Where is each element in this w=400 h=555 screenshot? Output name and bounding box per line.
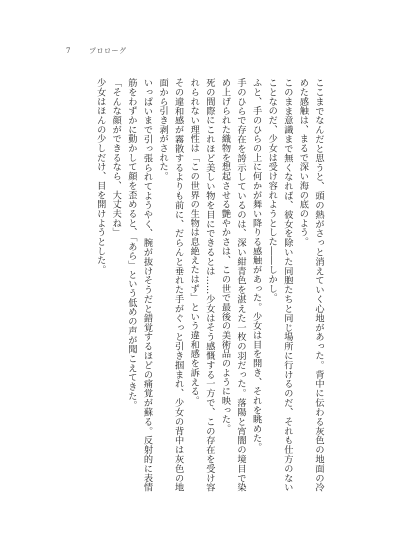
paragraph: ふと、手のひらの上に何かが舞い降りる感触があった。少女は目を開き、それを眺めた。	[250, 78, 262, 452]
paragraph: いっぱいまで引っ張られてようやく、腕が抜けそうだと錯覚するほどの痛覚が蘇る。反射的に表情筋をわずかに動かして顔を歪めると、「あら」という低めの声が聞こえてきた。	[125, 78, 153, 492]
vertical-body-text	[92, 78, 326, 492]
paragraph: 死の間際にこれほど美しい物を目にできるとは……少女はそう感慨する一方で、この存在を受け容れられない理性は「この世界の生物は息絶えたはず」という違和感を訴える。	[188, 78, 215, 492]
paragraph: 少女はほんの少しだけ、目を開けようとした。	[94, 78, 106, 275]
page-number: 7	[66, 47, 71, 55]
running-header	[66, 44, 126, 58]
chapter-title: プロローグ	[88, 47, 127, 55]
paragraph: 手のひらで存在を誇示しているのは、深い紺青色を湛えた一枚の羽だった。落陽と宵闇の境目で染め上げられた織物を想起させる艶やかさは、この世で最後の美術品のように映った。	[219, 78, 247, 492]
paragraph: その違和感が霧散するよりも前に、だらんと垂れた手がぐっと引き掴まれ、少女の背中は灰色の地面から引き剥がされた。	[157, 78, 184, 492]
paragraph: 「そんな顔ができるなら、大丈夫ね」	[110, 78, 122, 237]
paragraph: このまま意識まで無くなれば、彼女を除いた同胞たちと同じ場所に行けるのだ、それも仕方のないことなのだ、少女は受け容れようとした――しかし。	[266, 78, 293, 492]
paragraph: ここまでなんだと思うと、頭の熱がさっと消えていく心地があった。背中に伝わる灰色の地面の冷めた感触は、まるで深い海の底のよう。	[297, 78, 324, 492]
